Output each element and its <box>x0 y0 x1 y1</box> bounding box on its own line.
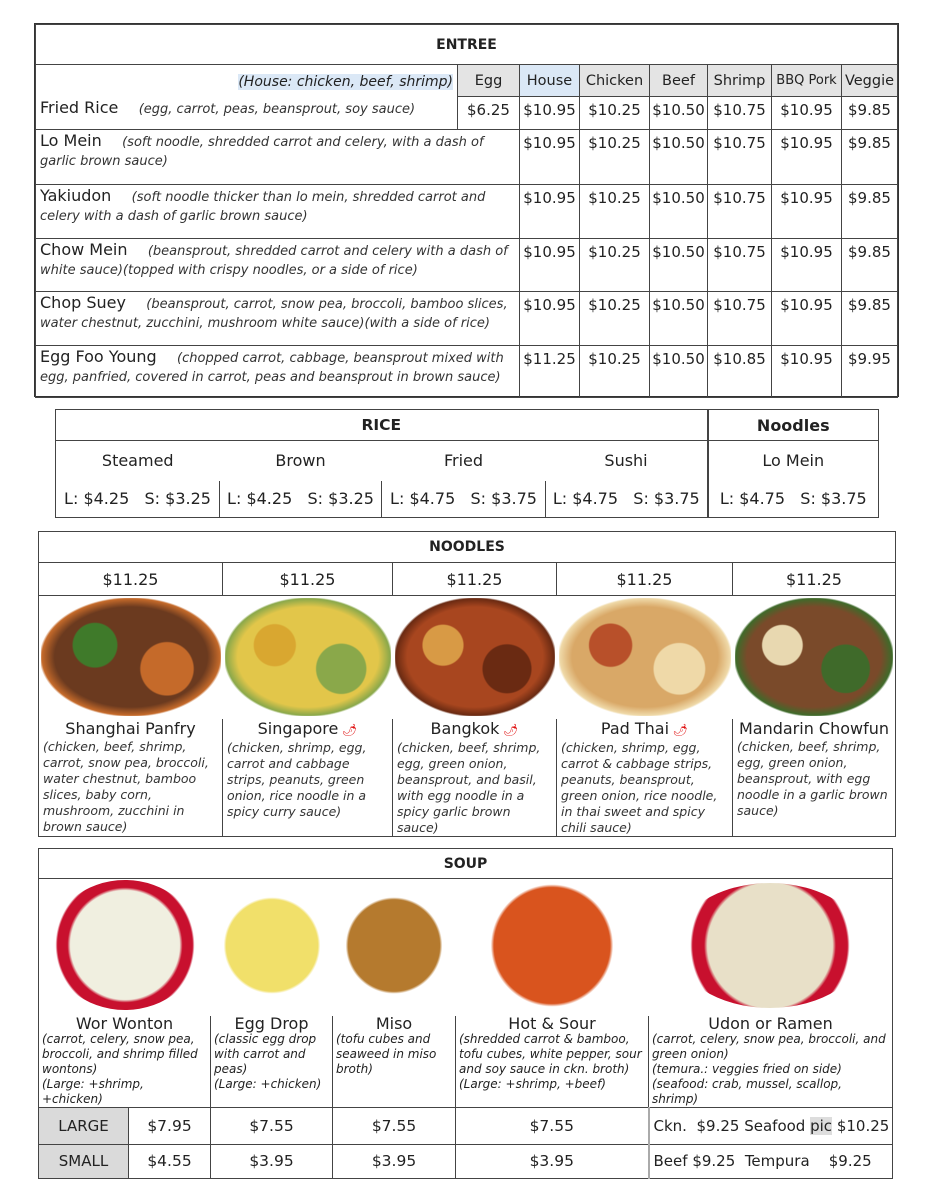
rice-item-prices <box>56 481 220 518</box>
soup-small-price: $3.95 <box>456 1144 649 1179</box>
entree-price: $10.95 <box>772 239 842 292</box>
udon-ckn-price: $9.25 <box>696 1116 740 1135</box>
soup-note: (Large: +shrimp, +beef) <box>459 1076 606 1091</box>
entree-price: $10.85 <box>708 346 772 398</box>
soup-note: (Large: +chicken) <box>214 1076 322 1091</box>
entree-price: $10.95 <box>520 292 580 346</box>
soup-note: (Large: +shrimp, +chicken) <box>42 1076 144 1106</box>
noodle-desc: (chicken, beef, shrimp, egg, green onion, beansprout, and basil, with egg noodle in a spicy garlic brown sauce) <box>397 739 541 835</box>
small-label: SMALL <box>39 1144 129 1179</box>
udon-tempura-label: Tempura <box>744 1152 810 1171</box>
udon-ckn-label: Ckn. <box>653 1116 687 1135</box>
rice-item-name: Steamed <box>101 451 174 471</box>
chili-pepper-icon: 🌶 <box>669 722 689 737</box>
soup-bowl-image <box>217 883 327 1008</box>
noodle-dish-image <box>559 598 731 716</box>
entree-desc: (chopped carrot, cabbage, beansprout mixed with egg, panfried, covered in carrot, peas and beansprout in brown sauce) <box>40 351 504 385</box>
entree-row <box>36 346 898 398</box>
rice-item-prices <box>220 481 382 518</box>
rice-item-prices <box>708 481 879 518</box>
noodle-dish-image <box>41 598 221 716</box>
col-veggie: Veggie <box>842 65 898 97</box>
noodle-price: $11.25 <box>733 563 896 596</box>
entree-name: Chow Mein <box>40 240 128 259</box>
rice-title: RICE <box>56 410 708 441</box>
entree-price: $10.75 <box>708 97 772 130</box>
soup-desc: (carrot, celery, snow pea, broccoli, and shrimp filled wontons) <box>42 1031 198 1076</box>
noodle-name: Bangkok <box>430 718 500 738</box>
entree-desc: (beansprout, shredded carrot and celery with a dash of white sauce)(topped with crispy noodles, or a side of rice) <box>40 244 508 278</box>
entree-price: $10.75 <box>708 239 772 292</box>
rice-large-price: L: $4.25 <box>64 489 130 509</box>
entree-price: $10.95 <box>772 130 842 185</box>
col-egg: Egg <box>458 65 520 97</box>
entree-price-egg: $6.25 <box>458 97 520 130</box>
entree-price: $10.25 <box>580 185 650 239</box>
entree-price: $10.75 <box>708 185 772 239</box>
noodle-price: $11.25 <box>223 563 393 596</box>
udon-seafood-price: $10.25 <box>836 1116 890 1135</box>
entree-price: $10.75 <box>708 130 772 185</box>
col-beef: Beef <box>650 65 708 97</box>
large-label: LARGE <box>39 1107 129 1144</box>
rice-item-name: Brown <box>275 451 326 471</box>
entree-name: Fried Rice <box>40 97 119 117</box>
soup-desc: (carrot, celery, snow pea, broccoli, and green onion) <box>652 1031 886 1061</box>
chili-pepper-icon: 🌶 <box>338 722 358 737</box>
soup-bowl-image <box>675 883 865 1008</box>
soup-bowl-image <box>339 883 449 1008</box>
soup-large-price: $7.55 <box>456 1107 649 1144</box>
rice-item-prices <box>382 481 546 518</box>
col-chicken: Chicken <box>580 65 650 97</box>
entree-price: $10.25 <box>580 130 650 185</box>
noodle-desc: (chicken, shrimp, egg, carrot & cabbage strips, peanuts, beansprout, green onion, rice noodle, in thai sweet and spicy chili sauce) <box>561 739 718 835</box>
udon-seafood-label: Seafood <box>744 1116 806 1135</box>
entree-price: $10.50 <box>650 185 708 239</box>
noodle-dish-image <box>395 598 555 716</box>
entree-price: $10.50 <box>650 346 708 398</box>
entree-name: Yakiudon <box>40 186 112 205</box>
entree-price: $9.95 <box>842 346 898 398</box>
soup-desc: (tofu cubes and seaweed in miso broth) <box>336 1031 437 1076</box>
rice-large-price: L: $4.25 <box>227 489 293 509</box>
entree-price: $10.95 <box>520 97 580 130</box>
entree-price: $11.25 <box>520 346 580 398</box>
rice-item-name: Lo Mein <box>708 441 879 481</box>
entree-price: $10.75 <box>708 292 772 346</box>
rice-large-price: L: $4.75 <box>390 489 456 509</box>
soup-title: SOUP <box>39 849 893 879</box>
udon-pic-label: pic <box>810 1116 833 1135</box>
rice-large-price: L: $4.75 <box>719 489 786 509</box>
entree-price: $10.50 <box>650 292 708 346</box>
noodle-desc: (chicken, beef, shrimp, egg, green onion, beansprout, with egg noodle in a garlic brown sauce) <box>737 738 888 818</box>
noodle-name: Mandarin Chowfun <box>738 718 890 738</box>
rice-small-price: S: $3.25 <box>307 489 374 509</box>
entree-price: $9.85 <box>842 292 898 346</box>
entree-price: $10.25 <box>580 346 650 398</box>
col-house: House <box>520 65 580 97</box>
noodle-price: $11.25 <box>39 563 223 596</box>
rice-item-name: Sushi <box>604 451 648 471</box>
noodle-name: Shanghai Panfry <box>65 718 196 738</box>
entree-price: $10.25 <box>580 292 650 346</box>
entree-row <box>36 97 898 130</box>
entree-name: Chop Suey <box>40 293 126 312</box>
chili-pepper-icon: 🌶 <box>499 722 519 737</box>
soup-small-price: $4.55 <box>129 1144 211 1179</box>
entree-price: $10.95 <box>772 185 842 239</box>
noodle-dish-image <box>735 598 894 716</box>
rice-small-price: S: $3.75 <box>800 489 867 509</box>
rice-item-prices <box>546 481 708 518</box>
rice-section <box>55 409 879 518</box>
house-note: (House: chicken, beef, shrimp) <box>238 74 453 91</box>
entree-price: $10.50 <box>650 130 708 185</box>
entree-price: $10.95 <box>520 185 580 239</box>
udon-beef-price: $9.25 <box>692 1152 736 1171</box>
soup-large-price: $7.55 <box>333 1107 456 1144</box>
noodles-title: NOODLES <box>39 532 896 563</box>
soup-desc: (classic egg drop with carrot and peas) <box>214 1031 317 1076</box>
entree-desc: (soft noodle thicker than lo mein, shredded carrot and celery with a dash of garlic brown sauce) <box>40 190 486 224</box>
soup-name: Miso <box>375 1013 413 1033</box>
noodle-dish-image <box>225 598 391 716</box>
soup-section <box>38 848 893 1179</box>
noodles-section <box>38 531 896 835</box>
col-shrimp: Shrimp <box>708 65 772 97</box>
entree-price: $10.95 <box>772 346 842 398</box>
entree-row <box>36 239 898 292</box>
entree-price: $9.85 <box>842 185 898 239</box>
entree-price: $9.85 <box>842 239 898 292</box>
rice-small-price: S: $3.75 <box>633 489 700 509</box>
entree-title: ENTREE <box>36 25 898 65</box>
entree-price: $9.85 <box>842 130 898 185</box>
soup-bowl-image <box>50 880 200 1010</box>
entree-name: Egg Foo Young <box>40 347 157 366</box>
entree-price: $10.25 <box>580 97 650 130</box>
soup-small-price: $3.95 <box>333 1144 456 1179</box>
entree-row <box>36 130 898 185</box>
entree-price: $10.25 <box>580 239 650 292</box>
soup-large-price: $7.95 <box>129 1107 211 1144</box>
soup-large-price: $7.55 <box>211 1107 333 1144</box>
noodle-price: $11.25 <box>557 563 733 596</box>
soup-name: Egg Drop <box>234 1013 309 1033</box>
rice-small-price: S: $3.75 <box>470 489 537 509</box>
entree-price: $10.95 <box>772 97 842 130</box>
soup-name: Hot & Sour <box>508 1013 596 1033</box>
noodle-price: $11.25 <box>393 563 557 596</box>
noodle-desc: (chicken, beef, shrimp, carrot, snow pea, broccoli, water chestnut, bamboo slices, baby corn, mushroom, zucchini in brown sauce) <box>43 738 209 834</box>
entree-desc: (egg, carrot, peas, beansprout, soy sauce) <box>138 101 416 117</box>
soup-note: (temura.: veggies fried on side) <box>652 1061 842 1076</box>
rice-item-name: Fried <box>443 451 484 471</box>
soup-name: Udon or Ramen <box>708 1013 833 1033</box>
entree-row <box>36 185 898 239</box>
rice-small-price: S: $3.25 <box>144 489 211 509</box>
entree-desc: (beansprout, carrot, snow pea, broccoli, bamboo slices, water chestnut, zucchini, mushroom white sauce)(with a side of rice) <box>40 297 508 331</box>
entree-price: $10.95 <box>520 130 580 185</box>
noodle-name: Singapore <box>257 718 339 738</box>
entree-desc: (soft noodle, shredded carrot and celery, with a dash of garlic brown sauce) <box>40 135 484 169</box>
entree-row <box>36 292 898 346</box>
noodle-name: Pad Thai <box>600 718 670 738</box>
soup-name: Wor Wonton <box>75 1013 174 1033</box>
entree-price: $10.95 <box>772 292 842 346</box>
entree-price: $9.85 <box>842 97 898 130</box>
rice-large-price: L: $4.75 <box>552 489 619 509</box>
udon-beef-label: Beef <box>653 1152 688 1171</box>
udon-tempura-price: $9.25 <box>828 1152 872 1171</box>
noodles-side-title: Noodles <box>708 410 879 441</box>
col-bbq-pork: BBQ Pork <box>772 65 842 97</box>
noodle-desc: (chicken, shrimp, egg, carrot and cabbage strips, peanuts, green onion, rice noodle in a spicy curry sauce) <box>227 739 367 819</box>
soup-desc: (shredded carrot & bamboo, tofu cubes, white pepper, sour and soy sauce in ckn. broth) <box>459 1031 642 1076</box>
soup-small-price: $3.95 <box>211 1144 333 1179</box>
entree-name: Lo Mein <box>40 131 102 150</box>
soup-bowl-image <box>467 883 637 1008</box>
entree-price: $10.50 <box>650 239 708 292</box>
entree-price: $10.50 <box>650 97 708 130</box>
entree-price: $10.95 <box>520 239 580 292</box>
soup-note: (seafood: crab, mussel, scallop, shrimp) <box>652 1076 842 1106</box>
entree-section <box>34 23 899 397</box>
